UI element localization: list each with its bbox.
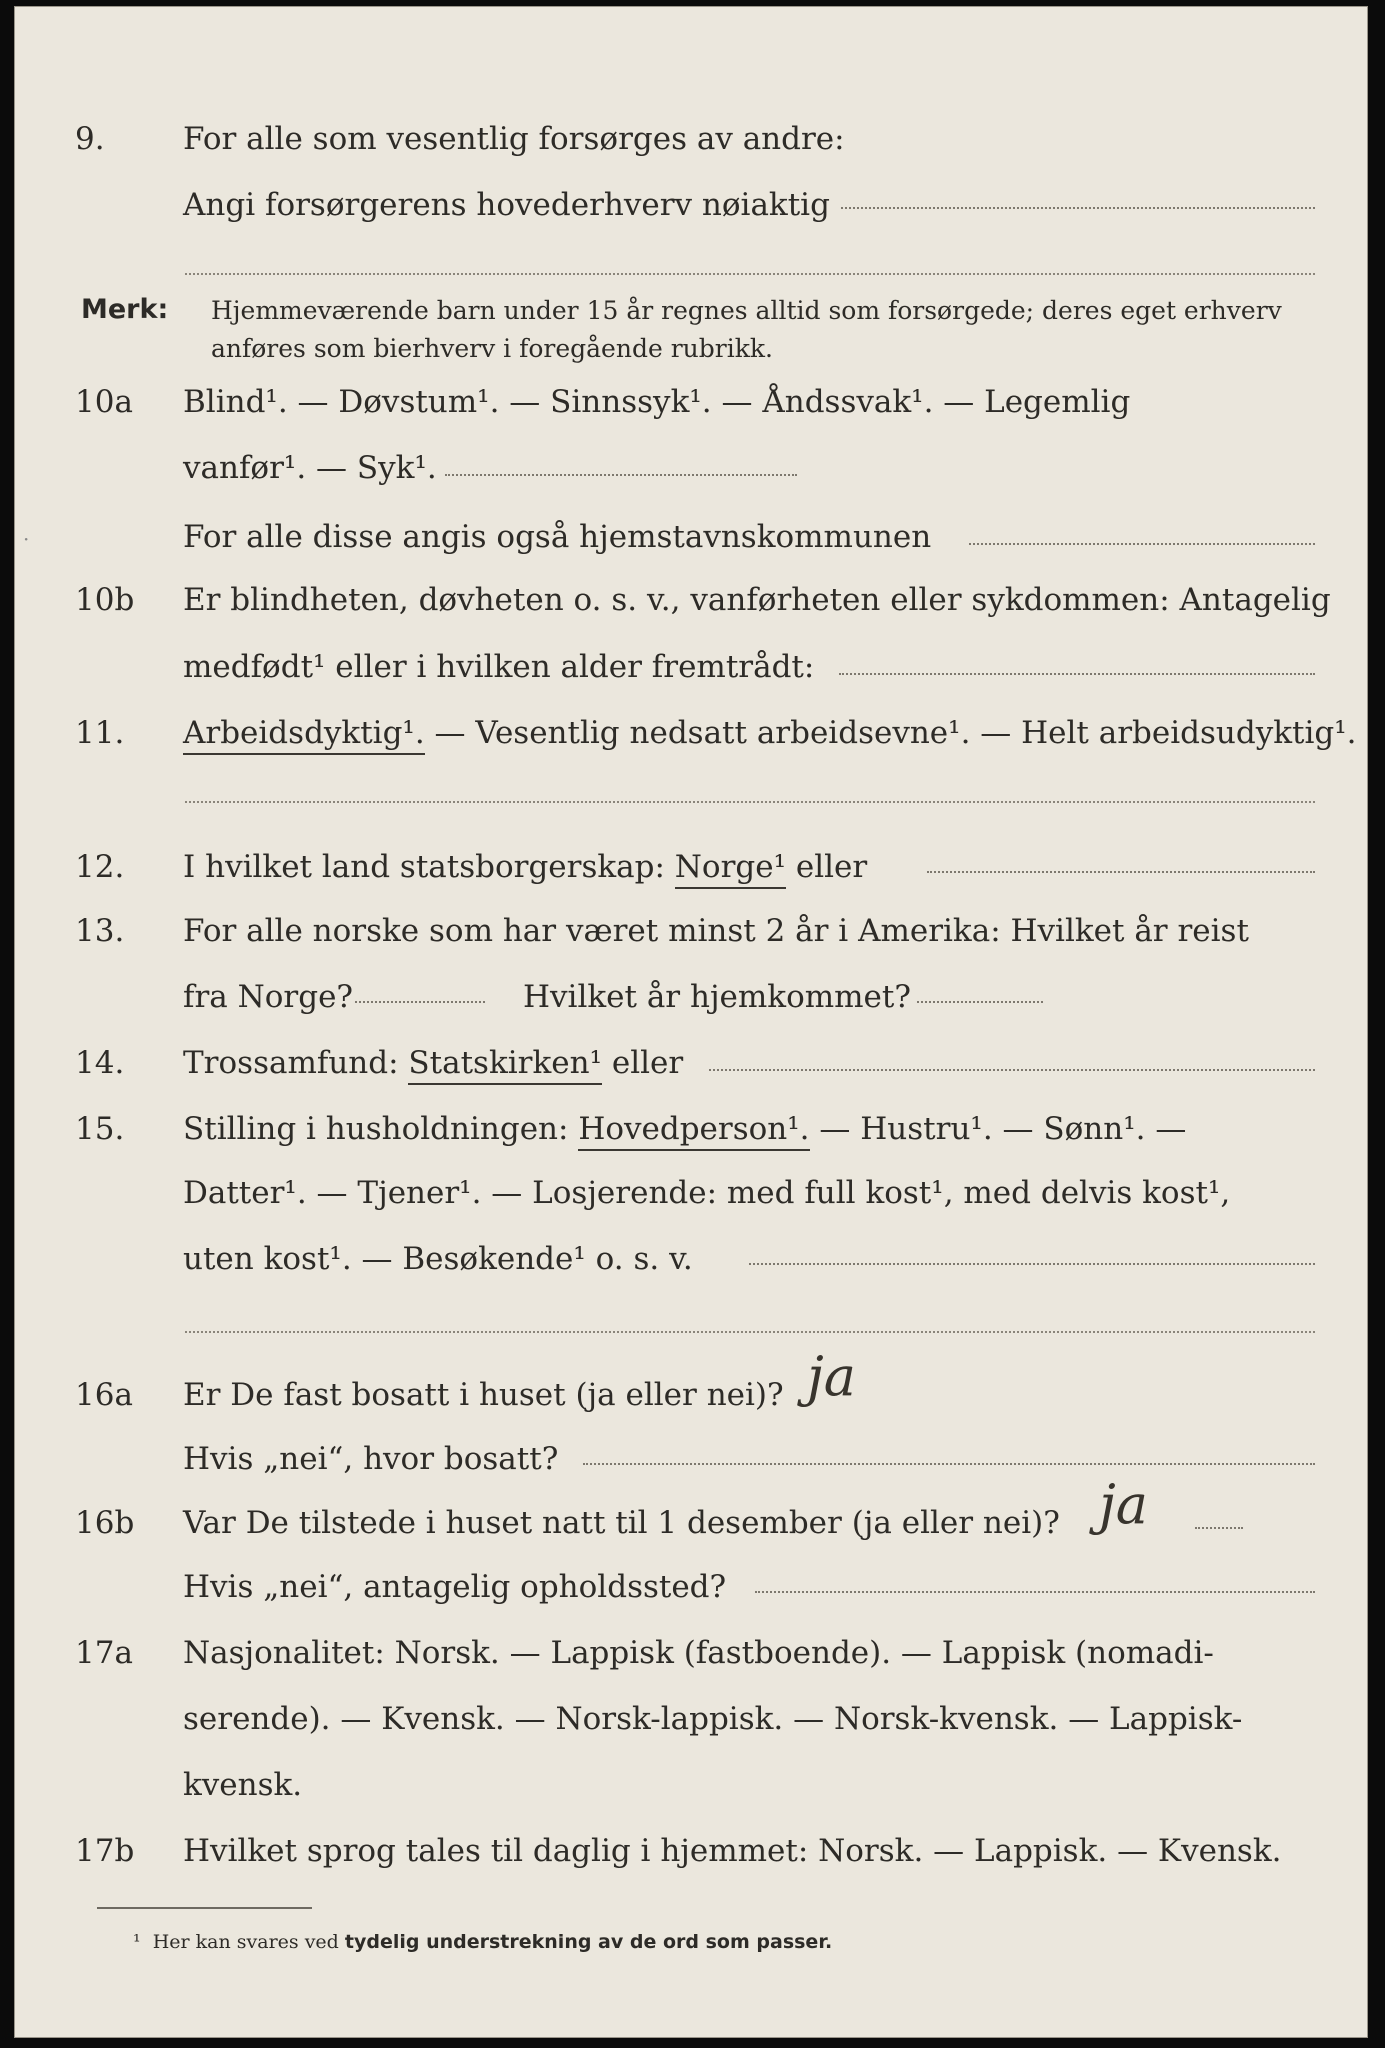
q15-line1: Stilling i husholdningen: Hovedperson¹. — Hustru¹. — Sønn¹. —: [183, 1109, 1186, 1149]
q9-line2: Angi forsørgerens hovederhverv nøiaktig: [183, 187, 830, 223]
merk-line2: anføres som bierhverv i foregående rubrikk.: [211, 334, 773, 363]
q17b-number: 17b: [75, 1833, 135, 1869]
q10b-line2: medfødt¹ eller i hvilken alder fremtrådt:: [183, 649, 815, 685]
q9-line1: For alle som vesentlig forsørges av andre:: [183, 121, 845, 157]
q17a-line1: Nasjonalitet: Norsk. — Lappisk (fastboende). — Lappisk (nomadi-: [183, 1635, 1214, 1671]
q11-number: 11.: [75, 715, 125, 751]
q15-number: 15.: [75, 1111, 125, 1147]
q16b-answer-line[interactable]: [1195, 1527, 1243, 1529]
q16a-line2: Hvis „nei“, hvor bosatt?: [183, 1441, 559, 1477]
q9-answer-line[interactable]: [841, 207, 1315, 209]
q17a-number: 17a: [75, 1635, 133, 1671]
q14-line: Trossamfund: Statskirken¹ eller: [183, 1043, 683, 1083]
merk-line1: Hjemmeværende barn under 15 år regnes alltid som forsørgede; deres eget erhverv: [211, 296, 1282, 325]
q11-option-arbeidsdyktig[interactable]: Arbeidsdyktig¹.: [183, 715, 425, 755]
q10a-number: 10a: [75, 384, 133, 420]
q16b-line1: Var De tilstede i huset natt til 1 desember (ja eller nei)?: [183, 1505, 1060, 1541]
q17b-line1: Hvilket sprog tales til daglig i hjemmet: Norsk. — Lappisk. — Kvensk.: [183, 1833, 1282, 1869]
q10a-line1: Blind¹. — Døvstum¹. — Sinnssyk¹. — Åndssvak¹. — Legemlig: [183, 384, 1131, 420]
footnote-rule: [97, 1907, 312, 1909]
q16a-answer-line[interactable]: [583, 1463, 1315, 1465]
q15-answer-line-2[interactable]: [185, 1331, 1315, 1333]
q16b-number: 16b: [75, 1505, 135, 1541]
q13-number: 13.: [75, 913, 125, 949]
q9-number: 9.: [75, 121, 105, 157]
q11-rest: — Vesentlig nedsatt arbeidsevne¹. — Helt arbeidsudyktig¹.: [424, 715, 1357, 751]
q13-reist-line[interactable]: [355, 1001, 485, 1003]
q11-answer-line[interactable]: [185, 801, 1315, 803]
q15-line2: Datter¹. — Tjener¹. — Losjerende: med full kost¹, med delvis kost¹,: [183, 1175, 1231, 1211]
q16a-handwritten-answer[interactable]: ja: [807, 1345, 856, 1408]
q10a-line3: For alle disse angis også hjemstavnskommunen: [183, 519, 932, 555]
q10a-answer-line[interactable]: [445, 474, 797, 476]
q9-answer-line-2[interactable]: [185, 273, 1315, 275]
q16b-line2: Hvis „nei“, antagelig opholdssted?: [183, 1569, 727, 1605]
q15-line3: uten kost¹. — Besøkende¹ o. s. v.: [183, 1241, 693, 1277]
q10a-line2: vanfør¹. — Syk¹.: [183, 450, 437, 486]
q15-answer-line[interactable]: [749, 1263, 1315, 1265]
q12-answer-line[interactable]: [927, 871, 1315, 873]
q14-answer-line[interactable]: [709, 1069, 1315, 1071]
q16b-handwritten-answer[interactable]: ja: [1099, 1473, 1148, 1536]
q13-line2a: fra Norge?: [183, 979, 354, 1015]
merk-label: Merk:: [81, 294, 169, 325]
q17a-line3: kvensk.: [183, 1767, 303, 1803]
q12-line: I hvilket land statsborgerskap: Norge¹ eller: [183, 847, 867, 887]
q14-number: 14.: [75, 1045, 125, 1081]
q17a-line2: serende). — Kvensk. — Norsk-lappisk. — Norsk-kvensk. — Lappisk-: [183, 1701, 1243, 1737]
q15-option-hovedperson[interactable]: Hovedperson¹.: [578, 1111, 809, 1151]
q16a-number: 16a: [75, 1377, 133, 1413]
q10b-number: 10b: [75, 582, 135, 618]
q10b-answer-line[interactable]: [839, 673, 1315, 675]
q13-hjemkommet-line[interactable]: [917, 1001, 1043, 1003]
q14-option-statskirken[interactable]: Statskirken¹: [408, 1045, 602, 1085]
q10b-line1: Er blindheten, døvheten o. s. v., vanførheten eller sykdommen: Antagelig: [183, 582, 1331, 618]
q13-line1: For alle norske som har været minst 2 år i Amerika: Hvilket år reist: [183, 913, 1249, 949]
q10a-kommune-line[interactable]: [969, 543, 1315, 545]
census-form-page: 9. For alle som vesentlig forsørges av andre: Angi forsørgerens hovederhverv nøiaktig Merk: Hjemmeværende barn under 15 år regnes alltid som forsørgede; deres eget erhverv anføres som bierhverv i foregående rubrikk. 10a Blind¹. — Døvstum¹. — Sinnssyk¹. — Åndssvak¹. — Legemlig vanfør¹. — Syk¹. For alle disse angis også hjemstavnskommunen · 10b Er blindheten, døvheten o. s. v., vanførheten eller sykdommen: Antagelig medfødt¹ eller i hvilken alder fremtrådt: 11. Arbeidsdyktig¹. — Vesentlig nedsatt arbeidsevne¹. — Helt arbeidsudyktig¹. 12. I hvilket land statsborgerskap: Norge¹ eller 13. For alle norske som har været minst 2 år i Amerika: Hvilket år reist fra Norge? Hvilket år hjemkommet? 14. Trossamfund: Statskirken¹ eller 15. Stilling i husholdningen: Hovedperson¹. — Hustru¹. — Sønn¹. — Datter¹. — Tjener¹. — Losjerende: med full kost¹, med delvis kost¹, uten kost¹. — Besøkende¹ o. s. v. 16a Er De fast bosatt i huset (ja eller nei)? ja Hvis „nei“, hvor bosatt? 16b Var De tilstede i huset natt til 1 desember (ja eller nei)? ja Hvis „nei“, antagelig opholdssted? 17a Nasjonalitet: Norsk. — Lappisk (fastboende). — Lappisk (nomadi- serende). — Kvensk. — Norsk-lappisk. — Norsk-kvensk. — Lappisk- kvensk. 17b Hvilket sprog tales til daglig i hjemmet: Norsk. — Lappisk. — Kvensk. ¹ Her kan svares ved tydelig understrekning av de ord som passer.: [14, 6, 1368, 2038]
q12-option-norge[interactable]: Norge¹: [675, 849, 786, 889]
q11-line: [183, 713, 1357, 753]
footnote: ¹ Her kan svares ved tydelig understrekning av de ord som passer.: [133, 1931, 833, 1953]
q16a-line1: Er De fast bosatt i huset (ja eller nei)?: [183, 1377, 784, 1413]
q16b-opholdssted-line[interactable]: [755, 1591, 1315, 1593]
q13-line2b: Hvilket år hjemkommet?: [523, 979, 911, 1015]
q12-number: 12.: [75, 849, 125, 885]
